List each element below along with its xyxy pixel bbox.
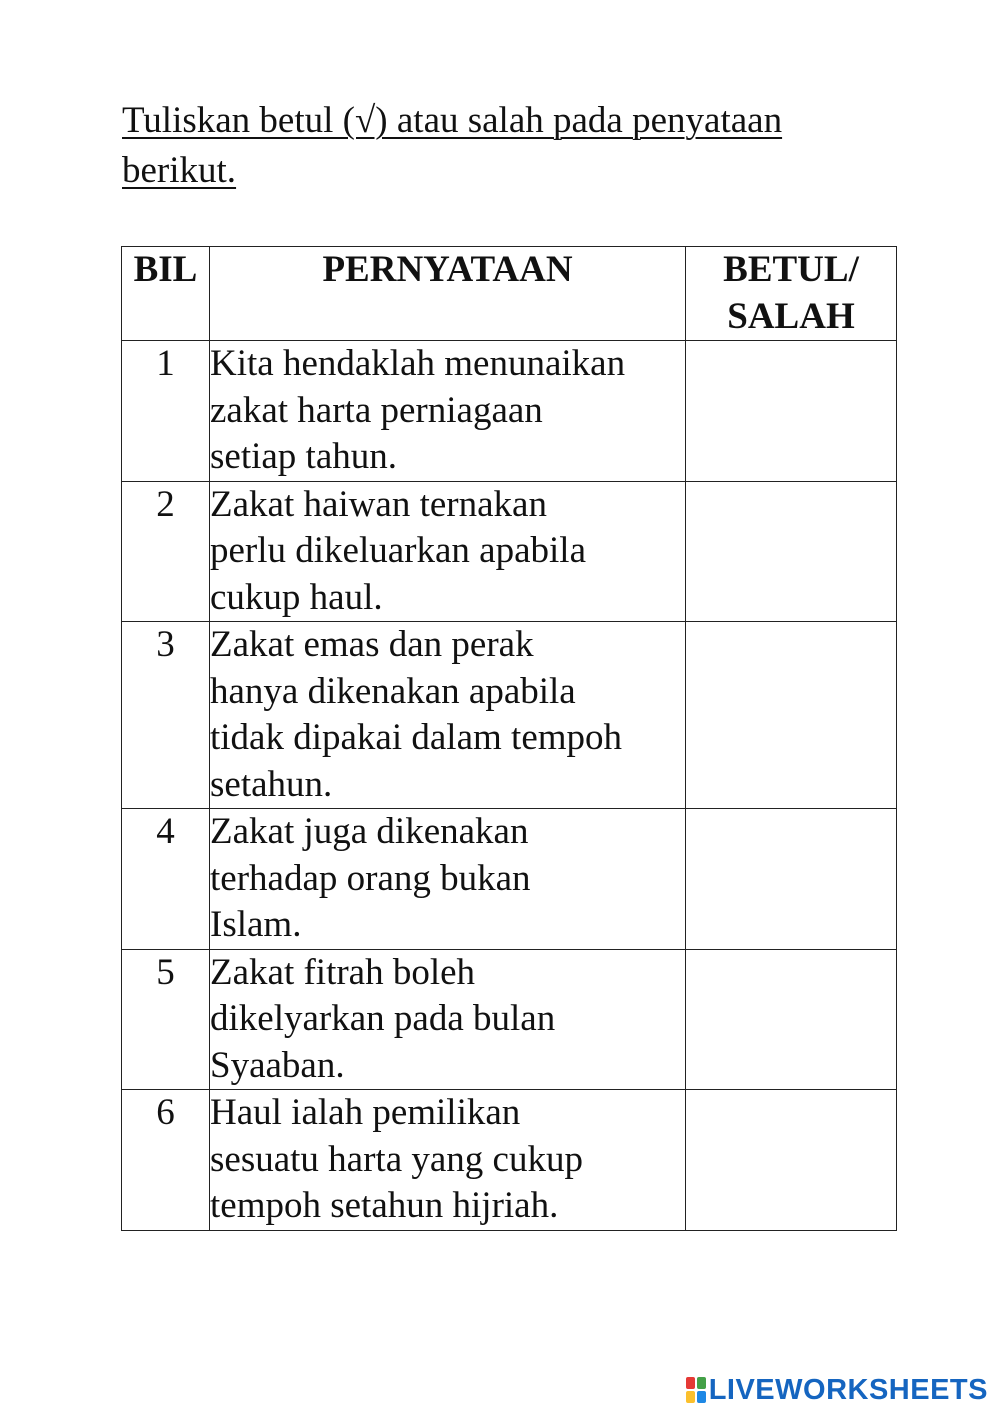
row-statement <box>210 949 686 1090</box>
statement-line: tidak dipakai dalam tempoh <box>210 717 623 758</box>
header-bil: BIL <box>122 247 210 341</box>
statement-line: Syaaban. <box>210 1044 345 1086</box>
statement-line: Zakat haiwan ternakan <box>210 483 547 525</box>
statement-line: Kita hendaklah menunaikan <box>210 343 626 384</box>
row-statement <box>210 1090 686 1231</box>
row-answer-cell[interactable] <box>686 949 897 1090</box>
statement-line: setahun. <box>210 763 333 805</box>
header-statement: PERNYATAAN <box>210 247 686 341</box>
row-number: 5 <box>122 949 210 1090</box>
liveworksheets-logo <box>686 1373 988 1407</box>
answer-input[interactable] <box>686 622 896 808</box>
instruction-text: Tuliskan betul (√) atau salah pada penyataan berikut. <box>122 100 783 191</box>
logo-square-4 <box>697 1391 706 1403</box>
header-answer-line2: SALAH <box>727 295 855 337</box>
statement-line: Zakat juga dikenakan <box>210 811 529 852</box>
statement-line: Haul ialah pemilikan <box>210 1092 521 1133</box>
table-row <box>122 341 897 482</box>
row-statement <box>210 481 686 622</box>
table-row <box>122 949 897 1090</box>
logo-text: LIVEWORKSHEETS <box>708 1373 988 1406</box>
logo-square-1 <box>686 1377 695 1389</box>
table-row <box>122 1090 897 1231</box>
statement-line: setiap tahun. <box>210 436 398 477</box>
statement-line: Zakat emas dan perak <box>210 624 534 665</box>
statement-line: sesuatu harta yang cukup <box>210 1138 583 1180</box>
table-row <box>122 622 897 809</box>
statement-line: perlu dikeluarkan apabila <box>210 530 586 571</box>
statement-table <box>121 246 897 1231</box>
row-answer-cell[interactable] <box>686 622 897 809</box>
row-number: 2 <box>122 481 210 622</box>
answer-input[interactable] <box>686 1090 896 1230</box>
liveworksheets-logo-icon <box>686 1377 706 1403</box>
row-answer-cell[interactable] <box>686 341 897 482</box>
answer-input[interactable] <box>686 482 896 622</box>
answer-input[interactable] <box>686 950 896 1090</box>
row-statement <box>210 809 686 950</box>
logo-square-2 <box>697 1377 706 1389</box>
table-row <box>122 481 897 622</box>
row-answer-cell[interactable] <box>686 809 897 950</box>
row-answer-cell[interactable] <box>686 481 897 622</box>
row-statement <box>210 341 686 482</box>
statement-line: dikelyarkan pada bulan <box>210 998 556 1039</box>
logo-square-3 <box>686 1391 695 1403</box>
statement-line: hanya dikenakan apabila <box>210 670 576 712</box>
table-header-row <box>122 247 897 341</box>
statement-line: cukup haul. <box>210 576 383 618</box>
row-statement <box>210 622 686 809</box>
statement-line: Zakat fitrah boleh <box>210 951 476 993</box>
statement-line: zakat harta perniagaan <box>210 389 543 431</box>
statement-line: Islam. <box>210 904 302 945</box>
row-number: 1 <box>122 341 210 482</box>
row-number: 4 <box>122 809 210 950</box>
header-answer <box>686 247 897 341</box>
row-number: 6 <box>122 1090 210 1231</box>
answer-input[interactable] <box>686 809 896 949</box>
statement-line: terhadap orang bukan <box>210 857 531 899</box>
row-answer-cell[interactable] <box>686 1090 897 1231</box>
statement-line: tempoh setahun hijriah. <box>210 1185 559 1226</box>
header-answer-line1: BETUL/ <box>723 249 859 290</box>
row-number: 3 <box>122 622 210 809</box>
answer-input[interactable] <box>686 341 896 481</box>
table-row <box>122 809 897 950</box>
